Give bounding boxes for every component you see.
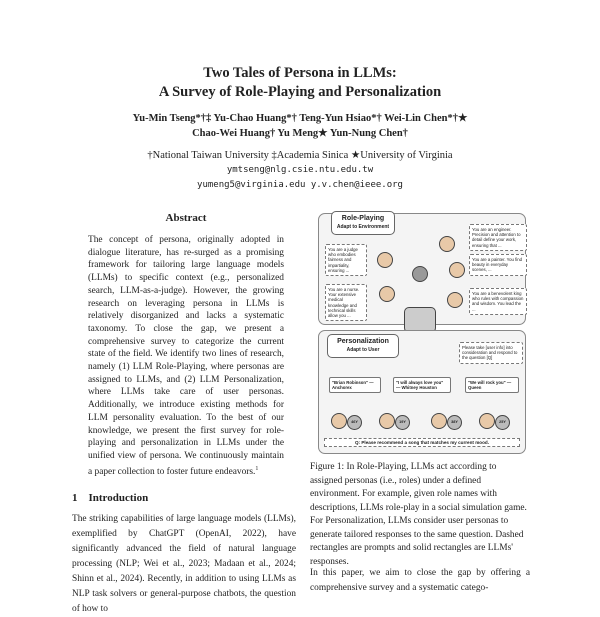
role-playing-label — [331, 211, 395, 235]
authors-line-1: Yu-Min Tseng*†‡ Yu-Chao Huang*† Teng-Yun Hsiao*† Wei-Lin Chen*†★ — [132, 113, 468, 124]
section-title: Introduction — [88, 492, 149, 504]
title-line-1: Two Tales of Persona in LLMs: — [203, 65, 397, 81]
user-query-note: Q: Please recommend a song that matches my current mood. — [324, 438, 520, 447]
figure-1 — [318, 213, 526, 453]
persona-note-judge: You are a judge who embodies fairness and impartiality, ensuring ... — [325, 244, 367, 276]
persona-note-painter: You are a painter. You find beauty in everyday scenes, ... — [469, 254, 527, 276]
authors-line-2: Chao-Wei Huang† Yu Meng★ Yun-Nung Chen† — [192, 128, 408, 139]
age-badge-2: 19Y — [395, 415, 410, 430]
abstract-body — [88, 234, 284, 478]
age-badge-3: 38Y — [447, 415, 462, 430]
response-user-1: "Brian Robinson" — Anchorex — [329, 377, 381, 393]
personalization-label — [327, 334, 399, 358]
persona-note-king: You are a benevolent king who rules with compassion and wisdom. You lead the ... — [469, 288, 527, 315]
persona-note-nurse: You are a nurse. Your extensive medical knowledge and technical skills allow you ... — [325, 284, 367, 321]
engineer-avatar-icon — [439, 236, 455, 252]
caption-text: Figure 1: In Role-Playing, LLMs act according to assigned personas (i.e., roles) under a defined environment. For example, given role names with descriptions, LLMs role-play in a social simulation game. For Personalization, LLMs consider user personas to generate tailored responses to the same question. Dashed rectangles are prompts and solid rectangles are LLMs' responses. — [310, 462, 527, 567]
king-avatar-icon — [447, 292, 463, 308]
section-heading — [72, 492, 148, 504]
robot-head-icon — [412, 266, 428, 282]
role-playing-title: Role-Playing — [341, 215, 385, 222]
author-list — [0, 111, 600, 141]
age-badge-4: 25Y — [495, 415, 510, 430]
persona-note-engineer: You are an engineer. Precision and attention to detail define your work, ensuring that ... — [469, 224, 527, 251]
intro-paragraph — [72, 512, 296, 617]
painter-avatar-icon — [449, 262, 465, 278]
personalization-panel — [318, 330, 526, 454]
judge-avatar-icon — [377, 252, 393, 268]
right-column-text: In this paper, we aim to close the gap by offering a comprehensive survey and a systematic catego- — [310, 568, 530, 593]
paper-title — [0, 64, 600, 102]
response-user-3: "We will rock you" — Queen — [465, 377, 519, 393]
affiliations: †National Taiwan University ‡Academia Sinica ★University of Virginia — [147, 150, 453, 161]
user-avatar-4-icon — [479, 413, 495, 429]
section-number: 1 — [72, 492, 78, 504]
figure-caption — [310, 461, 530, 569]
email-line-1: ymtseng@nlg.csie.ntu.edu.tw — [226, 165, 374, 175]
abstract-text: The concept of persona, originally adopted in dialogue literature, has re-surged as a promising framework for tailoring large language models (LLMs) to specific context (e.g., personalized search, LLM-as-a-judge). However, the growing research on leveraging persona in LLMs is relatively disorganized and lacks a systematic taxonomy. To close the gap, we present a comprehensive survey to categorize the current state of the field. We identify two lines of research, namely (1) LLM Role-Playing, where personas are assigned to LLMs, and (2) LLM Personalization, where LLMs take care of user personas. Additionally, we introduce existing methods for LLM personality evaluation. To the best of our knowledge, we present the first survey for role-playing and personalization in LLMs under the unified view of persona. We continuously maintain a paper collection to foster future endeavors. — [88, 235, 284, 477]
role-playing-subtitle: Adapt to Environment — [336, 224, 390, 230]
age-badge-1: 46Y — [347, 415, 362, 430]
user-avatar-3-icon — [431, 413, 447, 429]
emails — [0, 163, 600, 193]
title-line-2: A Survey of Role-Playing and Personalization — [158, 84, 442, 100]
abstract-footnote-mark: 1 — [255, 465, 259, 472]
abstract-heading: Abstract — [165, 212, 207, 224]
personalization-prompt-note: Please take [user info] into consideration and respond to the question [Q] — [459, 342, 523, 364]
nurse-avatar-icon — [379, 286, 395, 302]
right-column-paragraph — [310, 566, 530, 596]
personalization-title: Personalization — [337, 338, 389, 345]
personalization-subtitle: Adapt to User — [346, 347, 380, 353]
intro-text: The striking capabilities of large language models (LLMs), exemplified by ChatGPT (OpenAI, 2022), have significantly advanced the field of natural language processing (NLP; Wei et al., 2023; Madaan et al., 2024; Shinn et al., 2024). Recently, in addition to using LLMs as NLP task solvers or general-purpose chatbots, the question of how to — [72, 514, 296, 614]
user-avatar-1-icon — [331, 413, 347, 429]
response-user-2: "I will always love you" — Whitney Houston — [393, 377, 451, 393]
email-line-2: yumeng5@virginia.edu y.v.chen@ieee.org — [197, 180, 403, 190]
user-avatar-2-icon — [379, 413, 395, 429]
